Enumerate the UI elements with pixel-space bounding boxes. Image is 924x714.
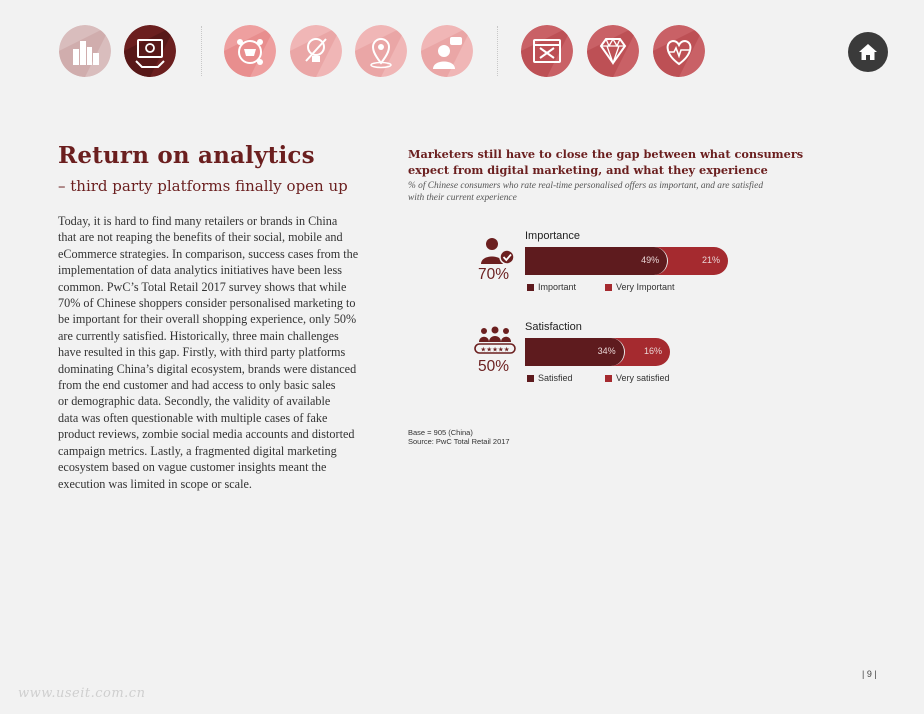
body-line: campaign metrics. Lastly, a fragmented digital marketing: [58, 443, 337, 458]
satisfaction-bar: [525, 338, 670, 366]
importance-total: 70%: [478, 266, 510, 283]
legend-item: [605, 373, 670, 383]
consumer-chat-icon[interactable]: [421, 25, 473, 77]
page-title: Return on analytics: [58, 142, 315, 169]
satisfaction-total: 50%: [478, 358, 510, 375]
chart-subtitle-line: % of Chinese consumers who rate real-time personalised offers as important, and are satisfied: [408, 181, 764, 191]
analytics-screen-icon[interactable]: [124, 25, 176, 77]
body-line: that are not reaping the benefits of their social, mobile and: [58, 230, 343, 245]
legend-label: Satisfied: [538, 373, 573, 383]
nav-divider: [497, 26, 498, 76]
body-line: from the end customer and had access to only basic sales: [58, 378, 336, 393]
legend-swatch: [527, 284, 534, 291]
chart-title-line: Marketers still have to close the gap between what consumers: [408, 147, 804, 161]
legend-swatch: [605, 284, 612, 291]
chart-title-line: expect from digital marketing, and what they experience: [408, 163, 768, 177]
chart-title: [408, 146, 804, 178]
body-line: be important for their overall shopping experience, only 50%: [58, 312, 357, 327]
home-icon: [856, 40, 880, 64]
body-line: implementation of data analytics initiatives have been less: [58, 263, 342, 278]
satisfaction-label: Satisfaction: [525, 321, 582, 333]
chart-subtitle: [408, 181, 808, 204]
body-line: ecosystem based on vague customer insights meant the: [58, 460, 327, 475]
legend-label: Very Important: [616, 282, 675, 292]
body-line: product reviews, zombie social media accounts and distorted: [58, 427, 355, 442]
data-label-very-important: 21%: [702, 255, 721, 265]
legend-item: [527, 282, 576, 292]
body-line: Today, it is hard to find many retailers or brands in China: [58, 214, 338, 228]
importance-label: Importance: [525, 230, 581, 242]
body-line: dominating China’s digital ecosystem, brands were distanced: [58, 361, 357, 376]
heart-pulse-icon[interactable]: [653, 25, 705, 77]
legend-swatch: [605, 375, 612, 382]
base-line: Base = 905 (China): [408, 428, 473, 437]
chart-source-note: [408, 428, 510, 446]
watermark: www.useit.com.cn: [18, 686, 146, 701]
importance-bar: [525, 247, 728, 275]
chart-subtitle-line: with their current experience: [408, 192, 517, 203]
legend-label: Important: [538, 282, 577, 292]
omnichannel-cart-icon[interactable]: [224, 25, 276, 77]
legend-label: Very satisfied: [616, 373, 670, 383]
source-line: Source: PwC Total Retail 2017: [408, 437, 510, 446]
page-subtitle: – third party platforms finally open up: [58, 177, 348, 195]
legend-swatch: [527, 375, 534, 382]
body-line: 70% of Chinese shoppers consider personalised marketing to: [58, 296, 356, 311]
location-pin-icon[interactable]: [355, 25, 407, 77]
data-label-satisfied: 34%: [597, 346, 616, 356]
body-line: eCommerce strategies. In comparison, success cases from the: [58, 246, 359, 261]
legend-item: [527, 373, 573, 383]
city-shopping-icon[interactable]: [59, 25, 111, 77]
home-button[interactable]: [848, 32, 888, 72]
page-number: | 9 |: [862, 669, 877, 679]
nav-divider: [201, 26, 202, 76]
body-line: have resulted in this gap. Firstly, with third party platforms: [58, 345, 346, 360]
body-line: are currently satisfied. Historically, three main challenges: [58, 328, 339, 343]
body-line: common. PwC’s Total Retail 2017 survey shows that while: [58, 279, 347, 294]
svg-text:★★★★★: ★★★★★: [480, 345, 510, 354]
body-line: or demographic data. Secondly, the validity of available: [58, 394, 331, 409]
body-line: execution was limited in scope or scale.: [58, 476, 252, 491]
rating-crowd-icon: [474, 326, 516, 356]
legend-item: [605, 282, 675, 292]
data-label-important: 49%: [641, 255, 660, 265]
body-line: data was often questionable with multiple cases of fake: [58, 410, 328, 425]
diamond-icon[interactable]: [587, 25, 639, 77]
data-label-very-satisfied: 16%: [644, 346, 663, 356]
person-check-icon: [480, 236, 516, 266]
article-body: [58, 213, 390, 492]
innovation-bulb-icon[interactable]: [290, 25, 342, 77]
browser-tools-icon[interactable]: [521, 25, 573, 77]
